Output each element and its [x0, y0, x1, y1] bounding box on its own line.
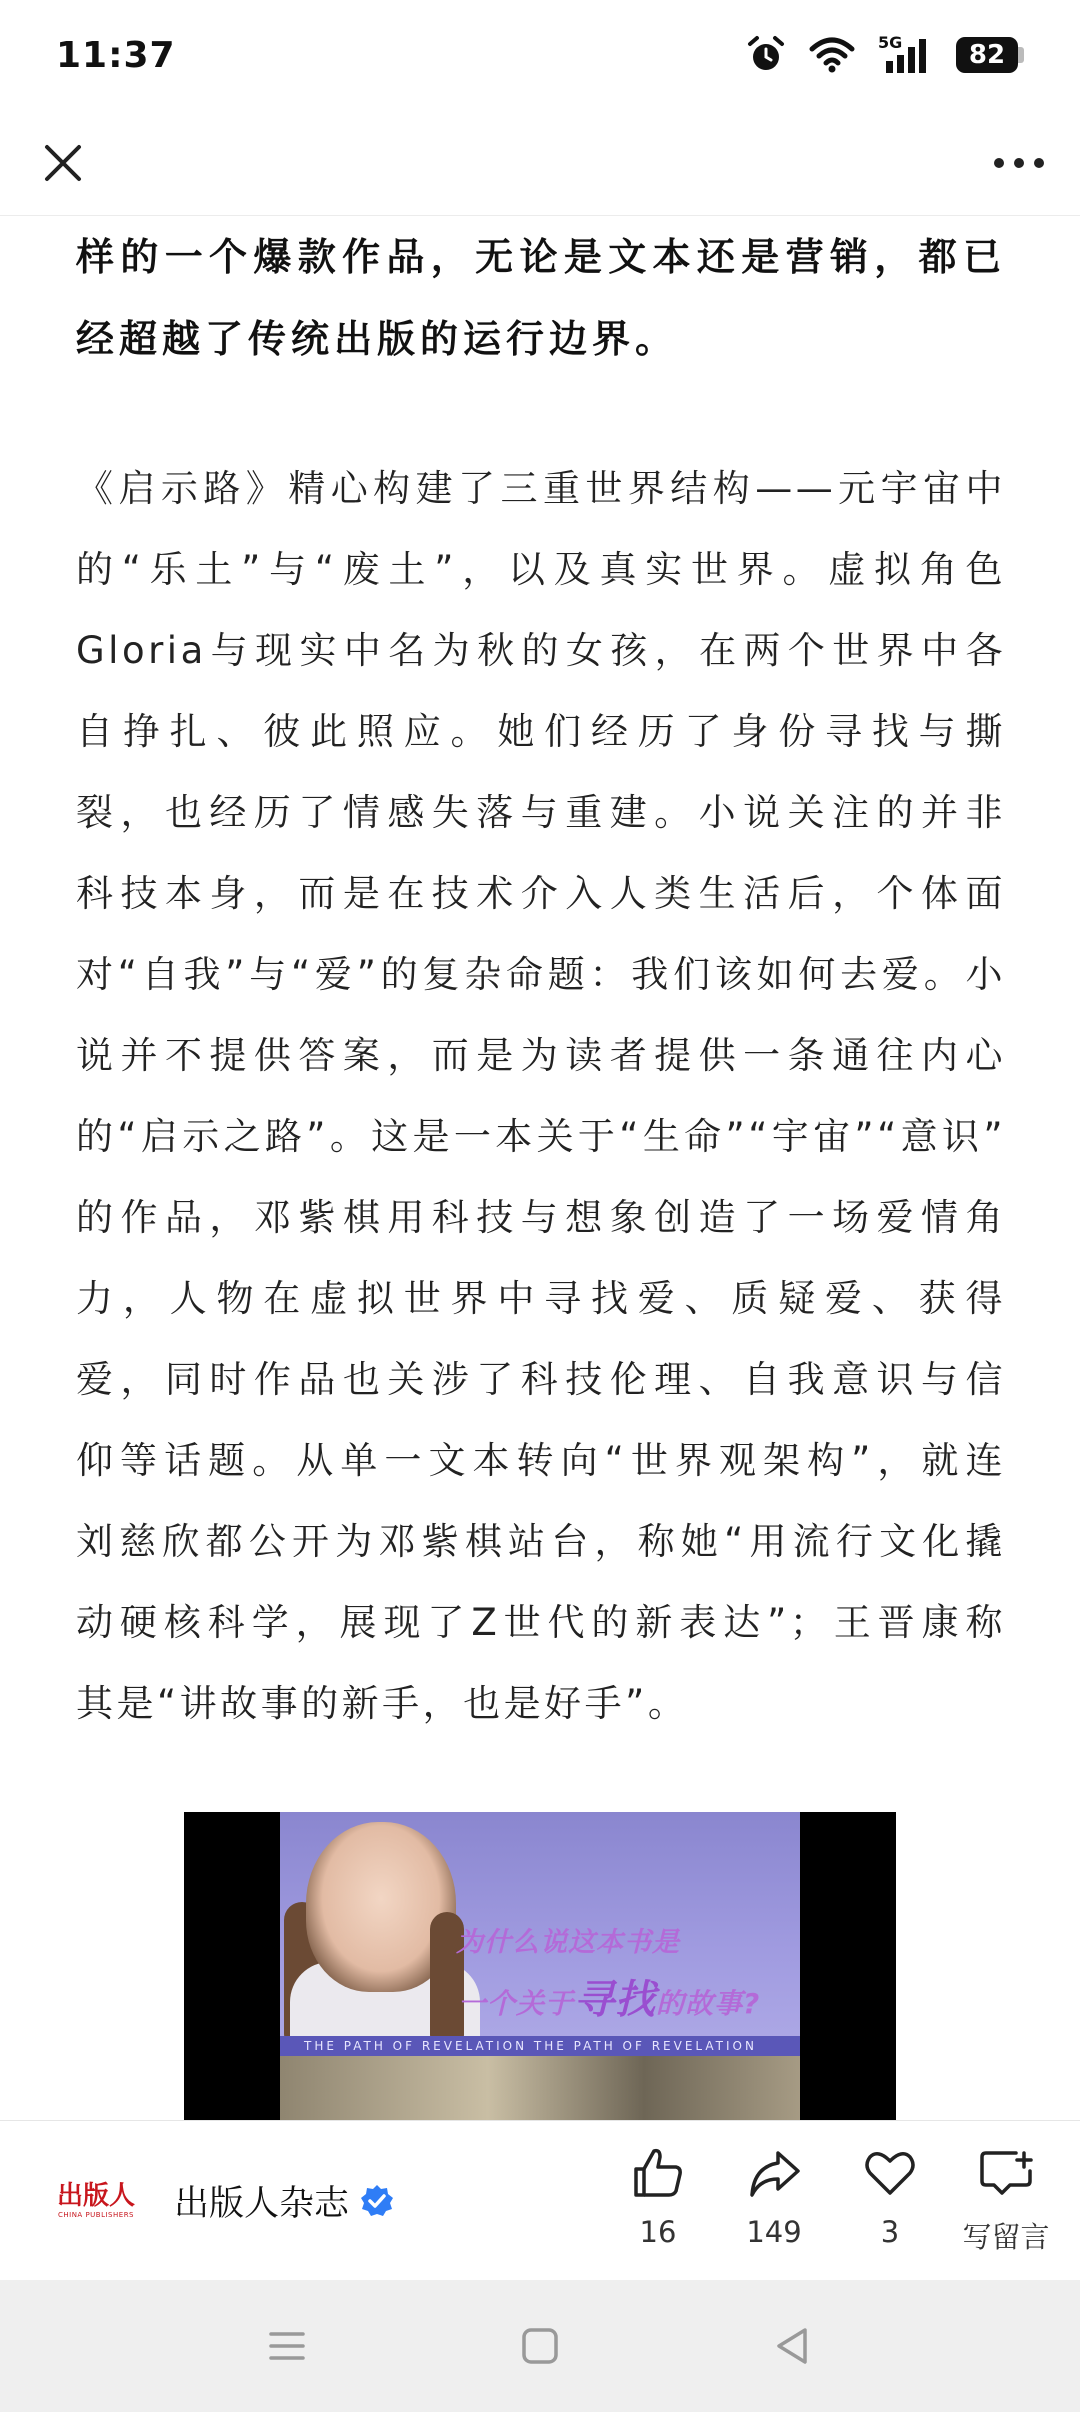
share-icon: [746, 2145, 802, 2201]
comment-add-icon: [978, 2145, 1034, 2201]
bold-line: 样的一个爆款作品，无论是文本还是营销，都已: [76, 235, 1006, 279]
article-body: [76, 216, 1006, 1744]
action-buttons: [600, 2145, 1064, 2256]
signal-icon: [878, 35, 934, 75]
share-count: 149: [746, 2215, 802, 2249]
para-line: 动硬核科学，展现了Z世代的新表达”；王晋康称: [76, 1601, 1006, 1644]
para-line: 仰等话题。从单一文本转向“世界观架构”，就连: [76, 1439, 1006, 1482]
status-time: 11:37: [56, 34, 176, 76]
more-button[interactable]: [984, 128, 1054, 198]
article-image[interactable]: [184, 1812, 896, 2120]
close-icon: [41, 141, 85, 185]
comment-label: 写留言: [962, 2220, 1050, 2254]
para-line: 的“启示之路”。这是一本关于“生命”“宇宙”“意识”: [76, 1115, 1006, 1158]
publisher-info[interactable]: [48, 2171, 395, 2231]
image-lower-scene: [280, 2056, 800, 2120]
more-icon: [991, 155, 1047, 171]
battery-level: 82: [956, 37, 1018, 73]
publisher-logo-cn: 出版人: [56, 2180, 135, 2211]
thumbs-up-icon: [630, 2145, 686, 2201]
favorite-count: 3: [880, 2215, 900, 2249]
bold-line: 经超越了传统出版的运行边界。: [76, 317, 679, 361]
status-bar: [0, 0, 1080, 110]
image-title-highlight: 寻找: [574, 1977, 657, 2023]
image-title-prefix: 一个关于: [458, 1987, 575, 2020]
image-content: [280, 1812, 800, 2120]
publisher-logo-en: CHINA PUBLISHERS: [57, 2210, 134, 2219]
para-line: 的作品，邓紫棋用科技与想象创造了一场爱情角: [76, 1196, 1006, 1239]
para-line: 其是“讲故事的新手，也是好手”。: [76, 1682, 689, 1725]
para-line: 爱，同时作品也关涉了科技伦理、自我意识与信: [76, 1358, 1006, 1401]
publisher-name: 出版人杂志: [174, 2183, 350, 2224]
bold-paragraph: [76, 216, 1006, 380]
system-nav-bar: [0, 2280, 1080, 2412]
battery-icon: [956, 37, 1024, 73]
comment-button[interactable]: [948, 2145, 1064, 2256]
menu-icon[interactable]: [263, 2322, 311, 2370]
like-count: 16: [639, 2215, 677, 2249]
image-title-suffix: 的故事?: [656, 1987, 761, 2020]
network-type: 5G: [878, 33, 903, 52]
status-icons: [746, 35, 1024, 75]
wifi-icon: [808, 35, 856, 75]
image-band-text: THE PATH OF REVELATION THE PATH OF REVELATION: [280, 2036, 800, 2056]
publisher-logo: [48, 2171, 144, 2231]
heart-icon: [862, 2145, 918, 2201]
top-nav: [0, 110, 1080, 216]
image-title-line2: [458, 1968, 798, 2025]
alarm-icon: [746, 35, 786, 75]
para-line: 对“自我”与“爱”的复杂命题：我们该如何去爱。小: [76, 953, 1006, 996]
share-button[interactable]: [716, 2145, 832, 2256]
para-line: Gloria与现实中名为秋的女孩，在两个世界中各: [76, 629, 1006, 672]
like-button[interactable]: [600, 2145, 716, 2256]
para-line: 刘慈欣都公开为邓紫棋站台，称她“用流行文化撬: [76, 1520, 1006, 1563]
para-line: 说并不提供答案，而是为读者提供一条通往内心: [76, 1034, 1006, 1077]
verified-icon: [359, 2183, 395, 2219]
image-title-line1: 为什么说这本书是: [456, 1927, 680, 1958]
close-button[interactable]: [28, 128, 98, 198]
body-paragraph: [76, 448, 1006, 1744]
home-icon[interactable]: [516, 2322, 564, 2370]
favorite-button[interactable]: [832, 2145, 948, 2256]
para-line: 力，人物在虚拟世界中寻找爱、质疑爱、获得: [76, 1277, 1006, 1320]
para-line: 《启示路》精心构建了三重世界结构——元宇宙中: [76, 467, 1006, 510]
battery-tip: [1018, 47, 1024, 63]
para-line: 裂，也经历了情感失落与重建。小说关注的并非: [76, 791, 1006, 834]
para-line: 科技本身，而是在技术介入人类生活后，个体面: [76, 872, 1006, 915]
back-icon[interactable]: [769, 2322, 817, 2370]
para-line: 自挣扎、彼此照应。她们经历了身份寻找与撕: [76, 710, 1006, 753]
para-line: 的“乐土”与“废土”，以及真实世界。虚拟角色: [76, 548, 1006, 591]
action-bar: [0, 2120, 1080, 2280]
